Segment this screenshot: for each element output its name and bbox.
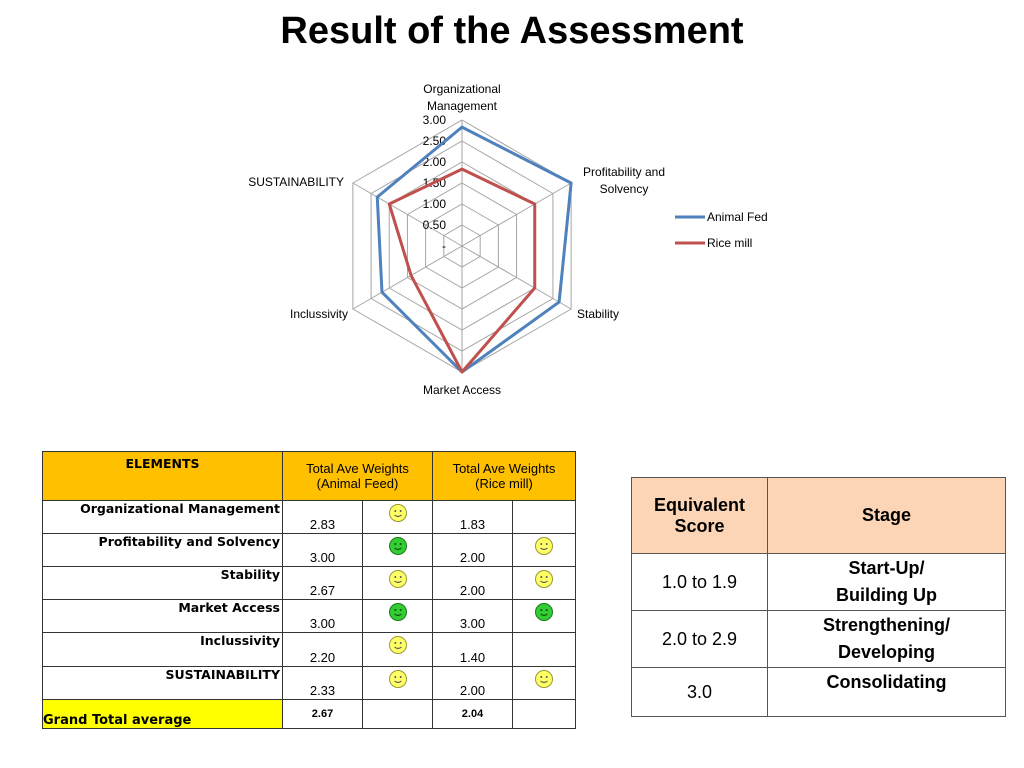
grand-total-rice: 2.04: [433, 700, 513, 729]
yellow-smiley-icon: [388, 503, 408, 523]
tick-label: 1.50: [422, 176, 446, 190]
score-range: 2.0 to 2.9: [632, 611, 768, 668]
table-row: [43, 534, 576, 567]
radar-chart: [240, 78, 780, 394]
rice-mill-value: 3.00: [433, 600, 513, 633]
rice-mill-value: 2.00: [433, 534, 513, 567]
empty-cell: [363, 700, 433, 729]
yellow-smiley-icon: [534, 669, 554, 689]
rice-mill-value: 2.00: [433, 667, 513, 700]
header-elements: ELEMENTS: [43, 452, 283, 501]
tick-label: 1.00: [422, 197, 446, 211]
green-smiley-icon: [534, 602, 554, 622]
header-equivalent-score: Equivalent Score: [632, 478, 768, 554]
yellow-smiley-icon: [388, 669, 408, 689]
stage-name: Start-Up/ Building Up: [768, 554, 1006, 611]
animal-feed-rating: [363, 534, 433, 567]
axis-label: Profitability and Solvency: [582, 165, 666, 196]
rice-mill-value: 2.00: [433, 567, 513, 600]
results-table: [42, 451, 576, 729]
yellow-smiley-icon: [388, 635, 408, 655]
animal-feed-value: 2.83: [283, 501, 363, 534]
chart-legend: [675, 210, 768, 250]
animal-feed-rating: [363, 567, 433, 600]
animal-feed-value: 2.67: [283, 567, 363, 600]
header-stage: Stage: [768, 478, 1006, 554]
rice-mill-rating: [513, 501, 576, 534]
legend-label: Rice mill: [707, 236, 753, 250]
header-rice-mill: Total Ave Weights (Rice mill): [433, 452, 576, 501]
animal-feed-rating: [363, 633, 433, 667]
equivalent-row: [632, 668, 1006, 717]
axis-label: Stability: [577, 307, 620, 321]
empty-cell: [513, 700, 576, 729]
yellow-smiley-icon: [534, 569, 554, 589]
score-range: 3.0: [632, 668, 768, 717]
table-row: [43, 667, 576, 700]
equivalent-row: [632, 554, 1006, 611]
header-animal-feed: Total Ave Weights (Animal Feed): [283, 452, 433, 501]
animal-feed-value: 3.00: [283, 600, 363, 633]
radar-grid: [353, 120, 571, 372]
legend-label: Animal Fed: [707, 210, 768, 224]
equivalent-score-table: [631, 477, 1006, 717]
rice-mill-rating: [513, 667, 576, 700]
series-line: [377, 127, 571, 372]
tick-label: 2.50: [422, 134, 446, 148]
element-name: Profitability and Solvency: [43, 534, 283, 567]
axis-label: Market Access: [422, 383, 502, 394]
table-row: [43, 501, 576, 534]
table-row: [43, 567, 576, 600]
tick-label: 2.00: [422, 155, 446, 169]
element-name: Stability: [43, 567, 283, 600]
axis-label: SUSTAINABILITY: [248, 175, 344, 189]
element-name: Market Access: [43, 600, 283, 633]
tick-label: 3.00: [422, 113, 446, 127]
animal-feed-value: 3.00: [283, 534, 363, 567]
table-row: [43, 633, 576, 667]
animal-feed-rating: [363, 667, 433, 700]
element-name: Organizational Management: [43, 501, 283, 534]
radar-axis-labels: [248, 82, 665, 394]
yellow-smiley-icon: [388, 569, 408, 589]
table-row: [43, 600, 576, 633]
tick-label: -: [442, 239, 446, 253]
equivalent-row: [632, 611, 1006, 668]
stage-name: Strengthening/ Developing: [768, 611, 1006, 668]
stage-name: Consolidating: [768, 668, 1006, 717]
radar-series: [377, 127, 571, 372]
grand-total-row: [43, 700, 576, 729]
element-name: Inclussivity: [43, 633, 283, 667]
animal-feed-value: 2.33: [283, 667, 363, 700]
animal-feed-value: 2.20: [283, 633, 363, 667]
rice-mill-rating: [513, 534, 576, 567]
animal-feed-rating: [363, 600, 433, 633]
score-range: 1.0 to 1.9: [632, 554, 768, 611]
yellow-smiley-icon: [534, 536, 554, 556]
rice-mill-rating: [513, 600, 576, 633]
rice-mill-rating: [513, 567, 576, 600]
rice-mill-rating: [513, 633, 576, 667]
green-smiley-icon: [388, 536, 408, 556]
green-smiley-icon: [388, 602, 408, 622]
rice-mill-value: 1.40: [433, 633, 513, 667]
animal-feed-rating: [363, 501, 433, 534]
grand-total-label: Grand Total average: [43, 700, 283, 729]
element-name: SUSTAINABILITY: [43, 667, 283, 700]
rice-mill-value: 1.83: [433, 501, 513, 534]
axis-label: Organizational Management: [423, 82, 501, 113]
tick-label: 0.50: [422, 218, 446, 232]
grand-total-animal: 2.67: [283, 700, 363, 729]
axis-label: Inclussivity: [289, 307, 348, 321]
page-title: Result of the Assessment: [280, 10, 744, 52]
